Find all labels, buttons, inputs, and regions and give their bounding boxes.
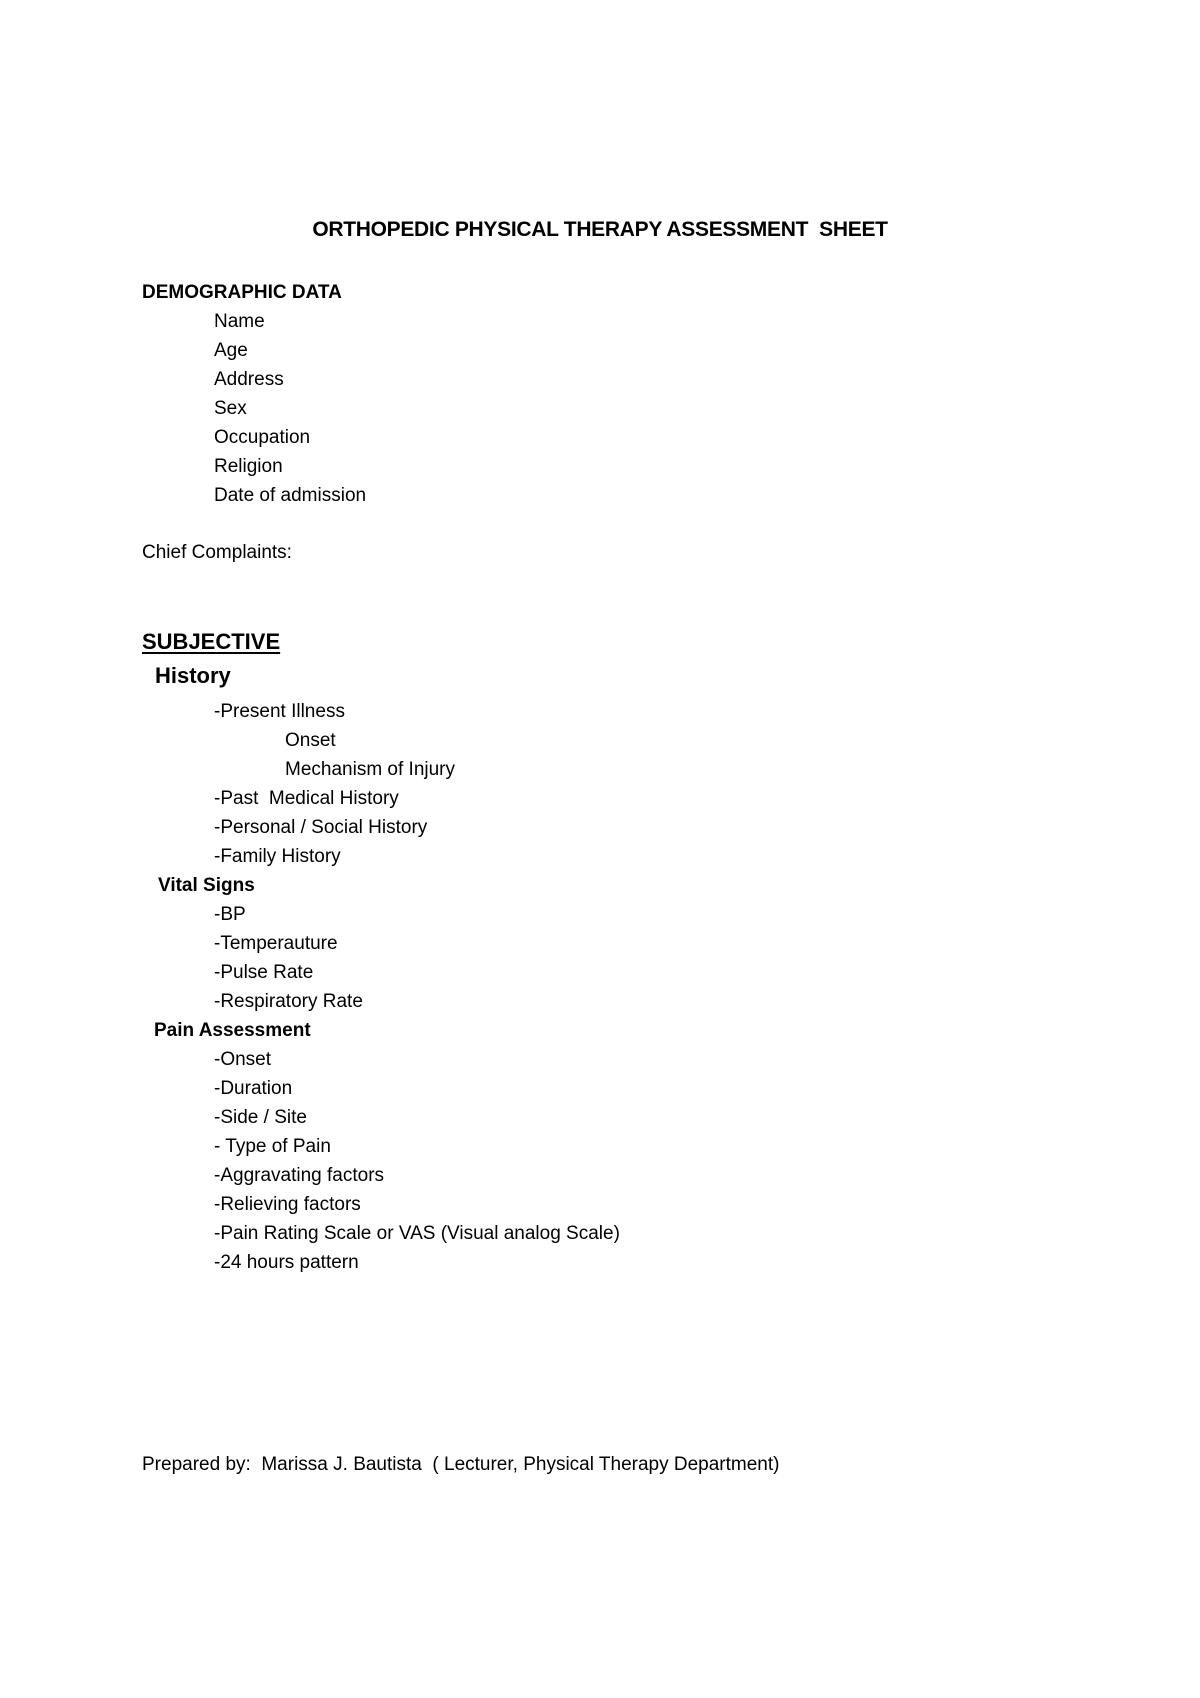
vital-temperature: -Temperauture — [214, 933, 338, 954]
pain-assessment-heading: Pain Assessment — [154, 1020, 311, 1041]
field-sex: Sex — [214, 398, 247, 419]
field-name: Name — [214, 311, 265, 332]
field-religion: Religion — [214, 456, 283, 477]
pain-side-site: -Side / Site — [214, 1107, 307, 1128]
pain-rating-scale: -Pain Rating Scale or VAS (Visual analog Scale) — [214, 1223, 620, 1244]
field-age: Age — [214, 340, 248, 361]
field-date-of-admission: Date of admission — [214, 485, 367, 506]
pain-relieving-factors: -Relieving factors — [214, 1194, 361, 1215]
subjective-heading: SUBJECTIVE — [142, 629, 281, 654]
pain-aggravating-factors: -Aggravating factors — [214, 1165, 385, 1186]
pain-type: - Type of Pain — [214, 1136, 331, 1157]
prepared-by: Prepared by: Marissa J. Bautista ( Lecturer, Physical Therapy Department) — [142, 1454, 780, 1475]
history-onset: Onset — [285, 730, 336, 751]
history-family: -Family History — [214, 846, 341, 867]
field-occupation: Occupation — [214, 427, 311, 448]
vital-bp: -BP — [214, 904, 246, 925]
pain-onset: -Onset — [214, 1049, 272, 1070]
pain-24-hours-pattern: -24 hours pattern — [214, 1252, 359, 1273]
demographic-heading: DEMOGRAPHIC DATA — [142, 282, 342, 303]
document-title: ORTHOPEDIC PHYSICAL THERAPY ASSESSMENT SHEET — [312, 218, 888, 241]
field-address: Address — [214, 369, 284, 390]
chief-complaints-label: Chief Complaints: — [142, 542, 292, 563]
history-present-illness: -Present Illness — [214, 701, 345, 722]
vital-respiratory-rate: -Respiratory Rate — [214, 991, 363, 1012]
history-mechanism-of-injury: Mechanism of Injury — [285, 759, 456, 780]
vital-pulse-rate: -Pulse Rate — [214, 962, 314, 983]
history-heading: History — [155, 663, 231, 688]
vital-signs-heading: Vital Signs — [158, 875, 255, 896]
history-personal-social: -Personal / Social History — [214, 817, 428, 838]
history-past-medical: -Past Medical History — [214, 788, 399, 809]
pain-duration: -Duration — [214, 1078, 293, 1099]
